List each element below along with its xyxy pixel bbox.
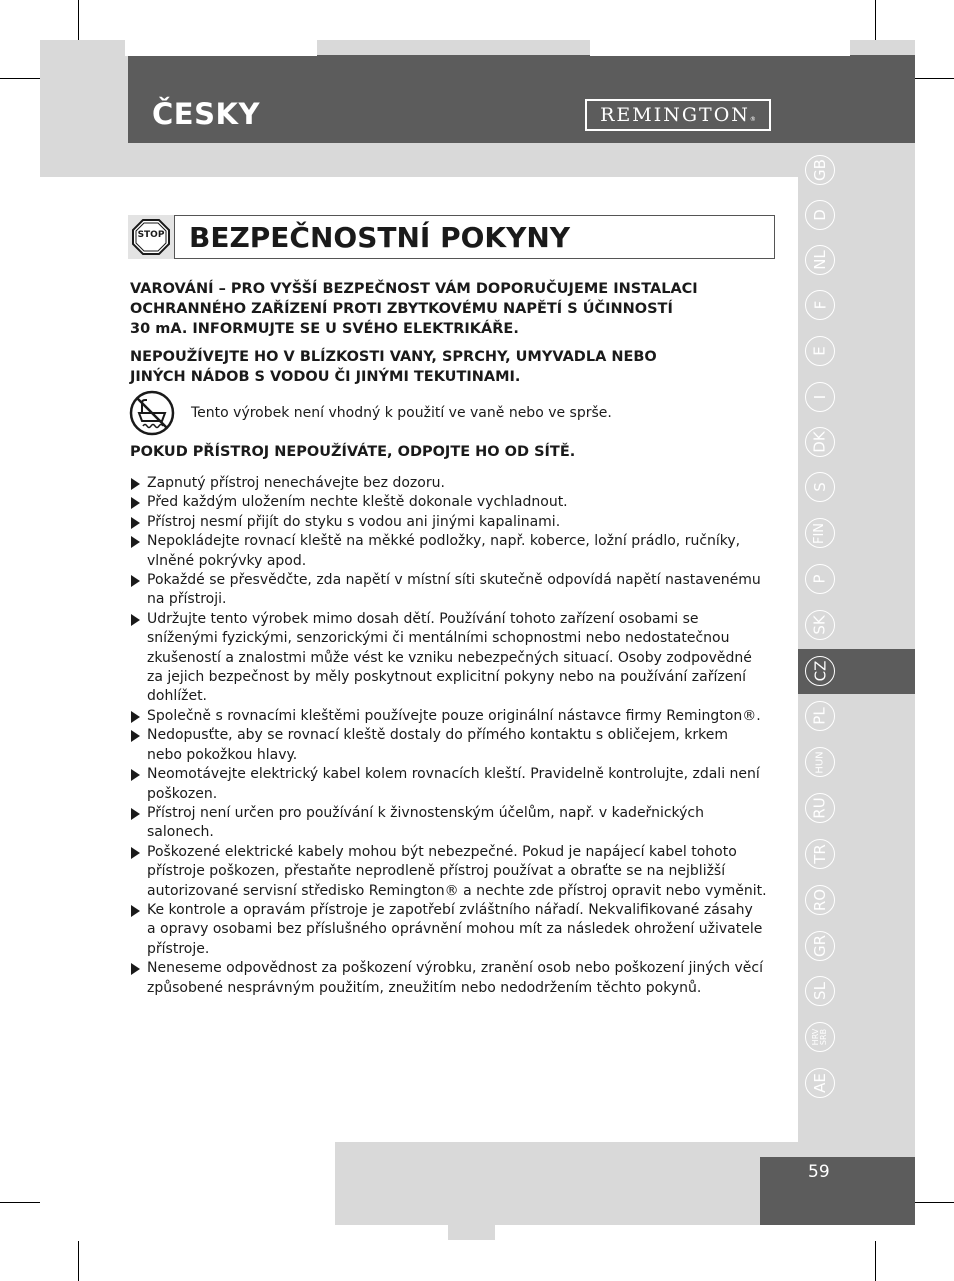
no-bath-icon	[128, 389, 176, 437]
list-item-line: Přístroj nesmí přijít do styku s vodou ani jinými kapalinami.	[147, 513, 561, 530]
language-tab-ro[interactable]: RO	[805, 885, 835, 915]
language-tab-sl[interactable]: SL	[805, 976, 835, 1006]
list-item-line: autorizované servisní středisko Remington® a nechte zde přístroj opravit nebo vyměnit.	[147, 882, 767, 899]
language-tab-s[interactable]: S	[805, 472, 835, 502]
list-item-line: způsobené nesprávným použitím, zneužitím nebo nedodržením těchto pokynů.	[147, 979, 702, 996]
list-item-line: Neomotávejte elektrický kabel kolem rovnacích kleští. Pravidelně kontrolujte, zdali není	[147, 766, 760, 783]
list-item	[130, 707, 770, 726]
list-item-line: dohlížet.	[147, 688, 208, 705]
bath-note: Tento výrobek není vhodný k použití ve vaně nebo ve sprše.	[191, 405, 612, 421]
list-item-line: Společně s rovnacími kleštěmi používejte pouze originální nástavce firmy Remington®.	[147, 707, 761, 724]
list-item-line: zkušeností a znalostmi může vést ke vzniku nebezpečných situací. Osoby zodpovědné	[147, 649, 752, 666]
crop-mark	[875, 1241, 876, 1281]
section-title: BEZPEČNOSTNÍ POKYNY	[189, 221, 571, 254]
header-strip	[40, 40, 125, 177]
language-tab-hrv-srb[interactable]: HRV SRB	[805, 1022, 835, 1052]
header-notch	[125, 40, 317, 56]
list-item-line: poškozen.	[147, 785, 218, 802]
list-item-line: Nedopusťte, aby se rovnací kleště dostaly do přímého kontaktu s obličejem, krkem	[147, 727, 728, 744]
language-tab-pl[interactable]: PL	[805, 701, 835, 731]
language-tab-gr[interactable]: GR	[805, 931, 835, 961]
list-item	[130, 843, 770, 901]
language-tab-f[interactable]: F	[805, 290, 835, 320]
list-item-line: vlněné pokrývky apod.	[147, 552, 307, 569]
list-item-line: Nepokládejte rovnací kleště na měkké podložky, např. koberce, ložní prádlo, ručníky,	[147, 533, 741, 550]
warning-rcd: VAROVÁNÍ – PRO VYŠŠÍ BEZPEČNOST VÁM DOPORUČUJEME INSTALACI OCHRANNÉHO ZAŘÍZENÍ PROTI ZBYTKOVÉMU NAPĚTÍ S ÚČINNOSTÍ 30 mA. INFORMUJTE SE U SVÉHO ELEKTRIKÁŘE.	[130, 281, 698, 337]
warning-water: NEPOUŽÍVEJTE HO V BLÍZKOSTI VANY, SPRCHY, UMYVADLA NEBO JINÝCH NÁDOB S VODOU ČI JINÝMI TEKUTINAMI.	[130, 349, 657, 385]
language-tab-dk[interactable]: DK	[805, 427, 835, 457]
list-item-line: Ke kontrole a opravám přístroje je zapotřebí zvláštního nářadí. Nekvalifikované zásahy	[147, 901, 753, 918]
brand-logo-text: REMINGTON	[600, 104, 750, 126]
section-icon-cell	[128, 215, 175, 259]
crop-mark	[78, 1241, 79, 1281]
language-tab-ae[interactable]: AE	[805, 1068, 835, 1098]
list-item-line: Neneseme odpovědnost za poškození výrobku, zranění osob nebo poškození jiných věcí	[147, 960, 764, 977]
list-item-line: sníženými fyzickými, senzorickými či mentálními schopnostmi nebo nedostatečnou	[147, 630, 730, 647]
list-item	[130, 959, 770, 998]
list-item-line: přístroje poškozen, přestaňte neprodleně přístroj používat a obraťte se na nejbližší	[147, 863, 726, 880]
warning-unplug: POKUD PŘÍSTROJ NEPOUŽÍVÁTE, ODPOJTE HO OD SÍTĚ.	[130, 444, 576, 460]
list-item-line: Udržujte tento výrobek mimo dosah dětí. Používání tohoto zařízení osobami se	[147, 610, 699, 627]
list-item	[130, 474, 770, 493]
crop-mark	[0, 1202, 40, 1203]
crop-mark	[0, 78, 40, 79]
brand-logo	[585, 99, 771, 131]
page-number: 59	[808, 1162, 830, 1182]
crop-mark	[914, 1202, 954, 1203]
language-tab-i[interactable]: I	[805, 382, 835, 412]
list-item-line: za jejich bezpečnost by měly poskytnout explicitní pokyny nebo na používání zařízení	[147, 669, 747, 686]
page-number-box	[760, 1157, 915, 1225]
list-item-line: Pokaždé se přesvědčte, zda napětí v místní síti skutečně odpovídá napětí nastavenému	[147, 572, 761, 589]
page-title: ČESKY	[152, 97, 260, 131]
crop-mark	[875, 0, 876, 40]
language-tab-gb[interactable]: GB	[805, 155, 835, 185]
list-item	[130, 571, 770, 610]
language-tab-p[interactable]: P	[805, 564, 835, 594]
language-tab-fin[interactable]: FIN	[805, 518, 835, 548]
language-tab-cz[interactable]: CZ	[805, 656, 835, 686]
safety-list	[130, 474, 770, 998]
list-item	[130, 610, 770, 707]
list-item-line: salonech.	[147, 824, 214, 841]
language-tab-hun[interactable]: HUN	[805, 747, 835, 777]
list-item	[130, 513, 770, 532]
list-item-line: Zapnutý přístroj nenechávejte bez dozoru.	[147, 475, 445, 491]
list-item-line: přístroje.	[147, 940, 210, 957]
list-item	[130, 765, 770, 804]
list-item	[130, 726, 770, 765]
language-tab-tr[interactable]: TR	[805, 839, 835, 869]
list-item-line: Poškozené elektrické kabely mohou být nebezpečné. Pokud je napájecí kabel tohoto	[147, 843, 737, 860]
list-item	[130, 804, 770, 843]
list-item-line: na přístroji.	[147, 591, 227, 608]
crop-mark	[78, 0, 79, 40]
list-item	[130, 493, 770, 512]
crop-mark	[914, 78, 954, 79]
list-item	[130, 532, 770, 571]
header-notch	[590, 40, 850, 56]
list-item-line: nebo pokožkou hlavy.	[147, 746, 298, 763]
footer-tab	[448, 1225, 495, 1240]
language-tab-sk[interactable]: SK	[805, 610, 835, 640]
language-tab-ru[interactable]: RU	[805, 793, 835, 823]
list-item-line: a opravy osobami bez příslušného oprávnění mohou mít za následek ohrožení uživatele	[147, 921, 763, 938]
registered-mark: ®	[749, 116, 756, 123]
list-item-line: Před každým uložením nechte kleště dokonale vychladnout.	[147, 494, 568, 511]
language-tab-e[interactable]: E	[805, 336, 835, 366]
list-item	[130, 901, 770, 959]
list-item-line: Přístroj není určen pro používání k živnostenským účelům, např. v kadeřnických	[147, 804, 704, 821]
stop-sign-label: STOP	[137, 230, 165, 240]
language-tab-d[interactable]: D	[805, 200, 835, 230]
language-tab-nl[interactable]: NL	[805, 245, 835, 275]
